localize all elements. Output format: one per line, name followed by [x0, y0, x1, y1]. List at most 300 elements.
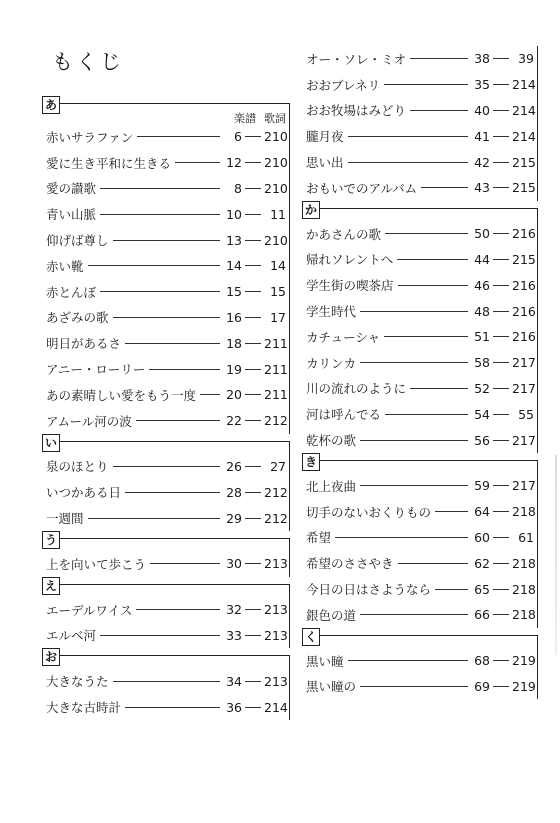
lyrics-page: 218 — [512, 607, 536, 623]
song-title: いつかある日 — [46, 485, 122, 501]
page-dash — [493, 563, 509, 564]
leader-line — [348, 660, 468, 661]
leader-line — [125, 707, 220, 708]
lyrics-page: 215 — [512, 180, 536, 196]
song-title: おもいでのアルバム — [306, 180, 418, 196]
song-title: アムール河の波 — [46, 413, 132, 429]
page-dash — [245, 188, 261, 189]
lyrics-page: 217 — [512, 355, 536, 371]
leader-line — [385, 233, 468, 234]
toc-entry — [300, 499, 538, 525]
toc-entry — [40, 305, 290, 331]
section-bracket-line — [289, 441, 290, 531]
lyrics-page: 61 — [518, 529, 534, 545]
kana-section — [40, 434, 290, 531]
song-title: カチューシャ — [306, 329, 381, 345]
page-dash — [245, 635, 261, 636]
lyrics-page: 211 — [264, 361, 288, 377]
section-header — [300, 628, 538, 648]
lyrics-page: 55 — [518, 406, 534, 422]
song-title: エーデルワイス — [46, 602, 133, 618]
toc-entry — [40, 150, 290, 176]
lyrics-column-header: 歌詞 — [264, 112, 286, 125]
section-bracket-line — [537, 46, 538, 201]
score-page: 20 — [226, 387, 242, 403]
lyrics-page: 217 — [512, 380, 536, 396]
score-page: 19 — [226, 361, 242, 377]
page-dash — [245, 291, 261, 292]
score-page: 69 — [474, 678, 490, 694]
page-dash — [245, 265, 261, 266]
section-rule — [320, 460, 538, 461]
page-dash — [493, 511, 509, 512]
score-page: 30 — [226, 556, 242, 572]
toc-entry — [40, 479, 290, 505]
page-dash — [493, 110, 509, 111]
song-title: 赤とんぼ — [46, 284, 97, 300]
leader-line — [360, 614, 468, 615]
page-dash — [493, 537, 509, 538]
section-header — [40, 96, 290, 124]
page-dash — [245, 317, 261, 318]
score-page: 65 — [474, 581, 490, 597]
score-page: 12 — [226, 155, 242, 171]
page-dash — [245, 492, 261, 493]
score-page: 15 — [226, 284, 242, 300]
song-title: 思い出 — [306, 155, 344, 171]
lyrics-page: 214 — [512, 77, 536, 93]
lyrics-page: 217 — [512, 478, 536, 494]
lyrics-page: 211 — [264, 335, 288, 351]
toc-entry — [40, 623, 290, 649]
leader-line — [175, 162, 220, 163]
leader-line — [335, 537, 468, 538]
section-header — [300, 453, 538, 473]
song-title: アニー・ローリー — [46, 362, 146, 378]
song-title: 川の流れのように — [306, 381, 407, 397]
toc-entry — [40, 694, 290, 720]
score-page: 14 — [226, 258, 242, 274]
section-rule — [60, 584, 290, 585]
toc-entry — [40, 201, 290, 227]
toc-entry — [40, 330, 290, 356]
leader-line — [384, 336, 468, 337]
leader-line — [113, 317, 220, 318]
song-title: 大きなうた — [46, 674, 109, 690]
toc-entry — [300, 298, 538, 324]
leader-line — [360, 686, 468, 687]
lyrics-page: 14 — [270, 258, 286, 274]
score-page: 66 — [474, 607, 490, 623]
lyrics-page: 212 — [264, 413, 288, 429]
page-dash — [493, 311, 509, 312]
page-dash — [245, 394, 261, 395]
page-dash — [493, 162, 509, 163]
leader-line — [100, 214, 220, 215]
score-page: 64 — [474, 504, 490, 520]
toc-entry — [300, 576, 538, 602]
lyrics-page: 216 — [512, 226, 536, 242]
section-rule — [60, 538, 290, 539]
score-page: 28 — [226, 484, 242, 500]
section-bracket-line — [537, 208, 538, 453]
toc-entry — [40, 356, 290, 382]
score-page: 32 — [226, 602, 242, 618]
page-dash — [245, 518, 261, 519]
page-dash — [245, 136, 261, 137]
scan-edge-mark — [555, 455, 557, 655]
leader-line — [137, 136, 220, 137]
kana-section — [40, 648, 290, 720]
song-title: 北上夜曲 — [306, 478, 357, 494]
leader-line — [100, 635, 220, 636]
leader-line — [100, 188, 220, 189]
toc-entry — [300, 272, 538, 298]
song-title: 帰れソレントへ — [306, 252, 394, 268]
toc-entry — [40, 597, 290, 623]
leader-line — [136, 420, 220, 421]
leader-line — [398, 563, 468, 564]
score-page: 51 — [474, 329, 490, 345]
score-page: 62 — [474, 555, 490, 571]
page-dash — [493, 660, 509, 661]
kana-section — [300, 453, 538, 628]
song-title: 希望 — [306, 530, 332, 546]
lyrics-page: 210 — [264, 180, 288, 196]
leader-line — [410, 58, 468, 59]
score-page: 26 — [226, 458, 242, 474]
score-page: 8 — [234, 180, 242, 196]
score-page: 10 — [226, 206, 242, 222]
lyrics-page: 210 — [264, 232, 288, 248]
song-title: 上を向いて歩こう — [46, 556, 147, 572]
section-rule — [60, 103, 290, 104]
song-title: カリンカ — [306, 355, 357, 371]
section-rule — [320, 208, 538, 209]
lyrics-page: 213 — [264, 673, 288, 689]
score-page: 52 — [474, 380, 490, 396]
leader-line — [113, 240, 220, 241]
toc-entry — [300, 98, 538, 124]
toc-entry — [300, 550, 538, 576]
toc-entry — [40, 668, 290, 694]
song-title: 黒い瞳の — [306, 679, 357, 695]
lyrics-page: 216 — [512, 329, 536, 345]
score-page: 56 — [474, 432, 490, 448]
page-dash — [493, 485, 509, 486]
toc-entry — [40, 454, 290, 480]
lyrics-page: 218 — [512, 581, 536, 597]
toc-entry — [300, 473, 538, 499]
lyrics-page: 214 — [264, 699, 288, 715]
score-page: 40 — [474, 102, 490, 118]
lyrics-page: 215 — [512, 154, 536, 170]
song-title: 赤い靴 — [46, 258, 84, 274]
toc-entry — [300, 648, 538, 674]
toc-entry — [300, 350, 538, 376]
page-dash — [245, 681, 261, 682]
song-title: 今日の日はさようなら — [306, 582, 432, 598]
lyrics-page: 216 — [512, 277, 536, 293]
leader-line — [360, 362, 468, 363]
toc-entry — [40, 382, 290, 408]
score-page: 41 — [474, 128, 490, 144]
leader-line — [398, 285, 468, 286]
toc-entry — [40, 505, 290, 531]
page-dash — [493, 414, 509, 415]
leader-line — [348, 136, 468, 137]
lyrics-page: 210 — [264, 155, 288, 171]
score-page: 68 — [474, 653, 490, 669]
column-headers — [234, 110, 286, 126]
score-page: 59 — [474, 478, 490, 494]
toc-entry — [300, 602, 538, 628]
score-page: 22 — [226, 413, 242, 429]
toc-entry — [300, 376, 538, 402]
lyrics-page: 212 — [264, 484, 288, 500]
leader-line — [125, 492, 220, 493]
kana-section — [40, 531, 290, 577]
leader-line — [125, 343, 220, 344]
kana-label: う — [42, 531, 60, 549]
leader-line — [88, 265, 220, 266]
lyrics-page: 211 — [264, 387, 288, 403]
song-title: 愛の讃歌 — [46, 181, 97, 197]
leader-line — [149, 369, 220, 370]
kana-label: い — [42, 434, 60, 452]
toc-entry — [300, 525, 538, 551]
leader-line — [410, 110, 468, 111]
score-page: 54 — [474, 406, 490, 422]
song-title: 黒い瞳 — [306, 653, 344, 669]
lyrics-page: 213 — [264, 602, 288, 618]
song-title: 朧月夜 — [306, 129, 344, 145]
song-title: 希望のささやき — [306, 556, 394, 572]
score-page: 35 — [474, 77, 490, 93]
leader-line — [385, 414, 468, 415]
page-dash — [245, 214, 261, 215]
section-header — [40, 648, 290, 668]
lyrics-page: 215 — [512, 251, 536, 267]
page-dash — [493, 440, 509, 441]
leader-line — [88, 518, 220, 519]
kana-section — [40, 96, 290, 434]
toc-entry — [300, 324, 538, 350]
lyrics-page: 15 — [270, 284, 286, 300]
lyrics-page: 218 — [512, 504, 536, 520]
section-header — [300, 201, 538, 221]
song-title: 仰げば尊し — [46, 233, 109, 249]
score-page: 43 — [474, 180, 490, 196]
page-dash — [245, 162, 261, 163]
lyrics-page: 213 — [264, 627, 288, 643]
leader-line — [113, 466, 220, 467]
song-title: 赤いサラファン — [46, 129, 134, 145]
leader-line — [397, 259, 468, 260]
page-dash — [245, 466, 261, 467]
section-bracket-line — [537, 460, 538, 628]
page-dash — [493, 259, 509, 260]
song-title: 愛に生き平和に生きる — [46, 155, 172, 171]
kana-section — [40, 577, 290, 649]
page-dash — [245, 240, 261, 241]
section-rule — [320, 635, 538, 636]
score-page: 38 — [474, 51, 490, 67]
kana-section — [300, 628, 538, 700]
score-page: 48 — [474, 303, 490, 319]
kana-label: か — [302, 201, 320, 219]
page-dash — [493, 187, 509, 188]
toc-entry — [300, 674, 538, 700]
score-page: 44 — [474, 251, 490, 267]
score-page: 33 — [226, 627, 242, 643]
lyrics-page: 218 — [512, 555, 536, 571]
toc-entry — [300, 247, 538, 273]
toc-entry — [40, 408, 290, 434]
toc-entry — [300, 175, 538, 201]
song-title: オー・ソレ・ミオ — [306, 51, 407, 67]
toc-entry — [300, 72, 538, 98]
score-column-header: 楽譜 — [234, 112, 256, 125]
leader-line — [100, 291, 220, 292]
kana-label: え — [42, 577, 60, 595]
lyrics-page: 27 — [270, 458, 286, 474]
section-header — [40, 531, 290, 551]
song-title: 切手のないおくりもの — [306, 504, 432, 520]
page-dash — [245, 343, 261, 344]
page-dash — [245, 609, 261, 610]
page-dash — [245, 707, 261, 708]
leader-line — [360, 440, 468, 441]
song-title: 銀色の道 — [306, 607, 357, 623]
song-title: あの素晴しい愛をもう一度 — [46, 387, 197, 403]
leader-line — [136, 609, 220, 610]
song-title: 明日があるさ — [46, 336, 122, 352]
song-title: 泉のほとり — [46, 459, 109, 475]
leader-line — [360, 485, 468, 486]
page-title: もくじ — [52, 50, 124, 74]
toc-entry — [40, 227, 290, 253]
lyrics-page: 17 — [270, 309, 286, 325]
song-title: かあさんの歌 — [306, 226, 382, 242]
song-title: 学生時代 — [306, 304, 357, 320]
leader-line — [384, 84, 468, 85]
lyrics-page: 39 — [518, 51, 534, 67]
lyrics-page: 213 — [264, 556, 288, 572]
section-header — [40, 577, 290, 597]
song-title: エルベ河 — [46, 628, 97, 644]
leader-line — [435, 589, 468, 590]
song-title: あざみの歌 — [46, 310, 109, 326]
lyrics-page: 212 — [264, 510, 288, 526]
score-page: 58 — [474, 355, 490, 371]
toc-entry — [40, 279, 290, 305]
score-page: 13 — [226, 232, 242, 248]
score-page: 18 — [226, 335, 242, 351]
section-bracket-line — [289, 103, 290, 434]
kana-label: く — [302, 628, 320, 646]
song-title: 学生街の喫茶店 — [306, 278, 394, 294]
toc-entry — [40, 124, 290, 150]
leader-line — [421, 187, 468, 188]
score-page: 46 — [474, 277, 490, 293]
leader-line — [435, 511, 468, 512]
score-page: 42 — [474, 154, 490, 170]
page-dash — [493, 388, 509, 389]
toc-entry — [300, 149, 538, 175]
score-page: 60 — [474, 529, 490, 545]
kana-label: あ — [42, 96, 60, 114]
song-title: 河は呼んでる — [306, 407, 382, 423]
toc-entry — [40, 551, 290, 577]
lyrics-page: 219 — [512, 653, 536, 669]
page-dash — [245, 420, 261, 421]
page-dash — [245, 369, 261, 370]
right-column — [300, 46, 538, 699]
lyrics-page: 219 — [512, 678, 536, 694]
leader-line — [360, 311, 468, 312]
page-dash — [493, 589, 509, 590]
page-dash — [493, 614, 509, 615]
toc-entry — [40, 176, 290, 202]
score-page: 6 — [234, 129, 242, 145]
song-title: おおブレネリ — [306, 77, 381, 93]
leader-line — [348, 162, 468, 163]
page-dash — [493, 336, 509, 337]
lyrics-page: 216 — [512, 303, 536, 319]
score-page: 34 — [226, 673, 242, 689]
lyrics-page: 210 — [264, 129, 288, 145]
score-page: 29 — [226, 510, 242, 526]
leader-line — [113, 681, 220, 682]
leader-line — [150, 563, 220, 564]
score-page: 16 — [226, 309, 242, 325]
toc-entry — [300, 123, 538, 149]
lyrics-page: 217 — [512, 432, 536, 448]
toc-entry — [300, 427, 538, 453]
song-title: 一週間 — [46, 511, 84, 527]
page-dash — [493, 362, 509, 363]
song-title: おお牧場はみどり — [306, 103, 407, 119]
score-page: 36 — [226, 699, 242, 715]
kana-label: き — [302, 453, 320, 471]
page-dash — [493, 84, 509, 85]
toc-entry — [300, 46, 538, 72]
song-title: 大きな古時計 — [46, 700, 122, 716]
kana-section — [300, 201, 538, 453]
section-rule — [60, 441, 290, 442]
left-column — [40, 96, 290, 720]
toc-entry — [40, 253, 290, 279]
leader-line — [410, 388, 468, 389]
song-title: 乾杯の歌 — [306, 433, 357, 449]
page-dash — [245, 563, 261, 564]
lyrics-page: 214 — [512, 128, 536, 144]
section-header — [40, 434, 290, 454]
section-rule — [60, 655, 290, 656]
score-page: 50 — [474, 226, 490, 242]
song-title: 青い山脈 — [46, 207, 97, 223]
page-dash — [493, 686, 509, 687]
continued-section — [300, 46, 538, 201]
toc-entry — [300, 221, 538, 247]
kana-label: お — [42, 648, 60, 666]
leader-line — [200, 394, 220, 395]
toc-entry — [300, 401, 538, 427]
lyrics-page: 11 — [270, 206, 286, 222]
page-dash — [493, 136, 509, 137]
page-dash — [493, 285, 509, 286]
